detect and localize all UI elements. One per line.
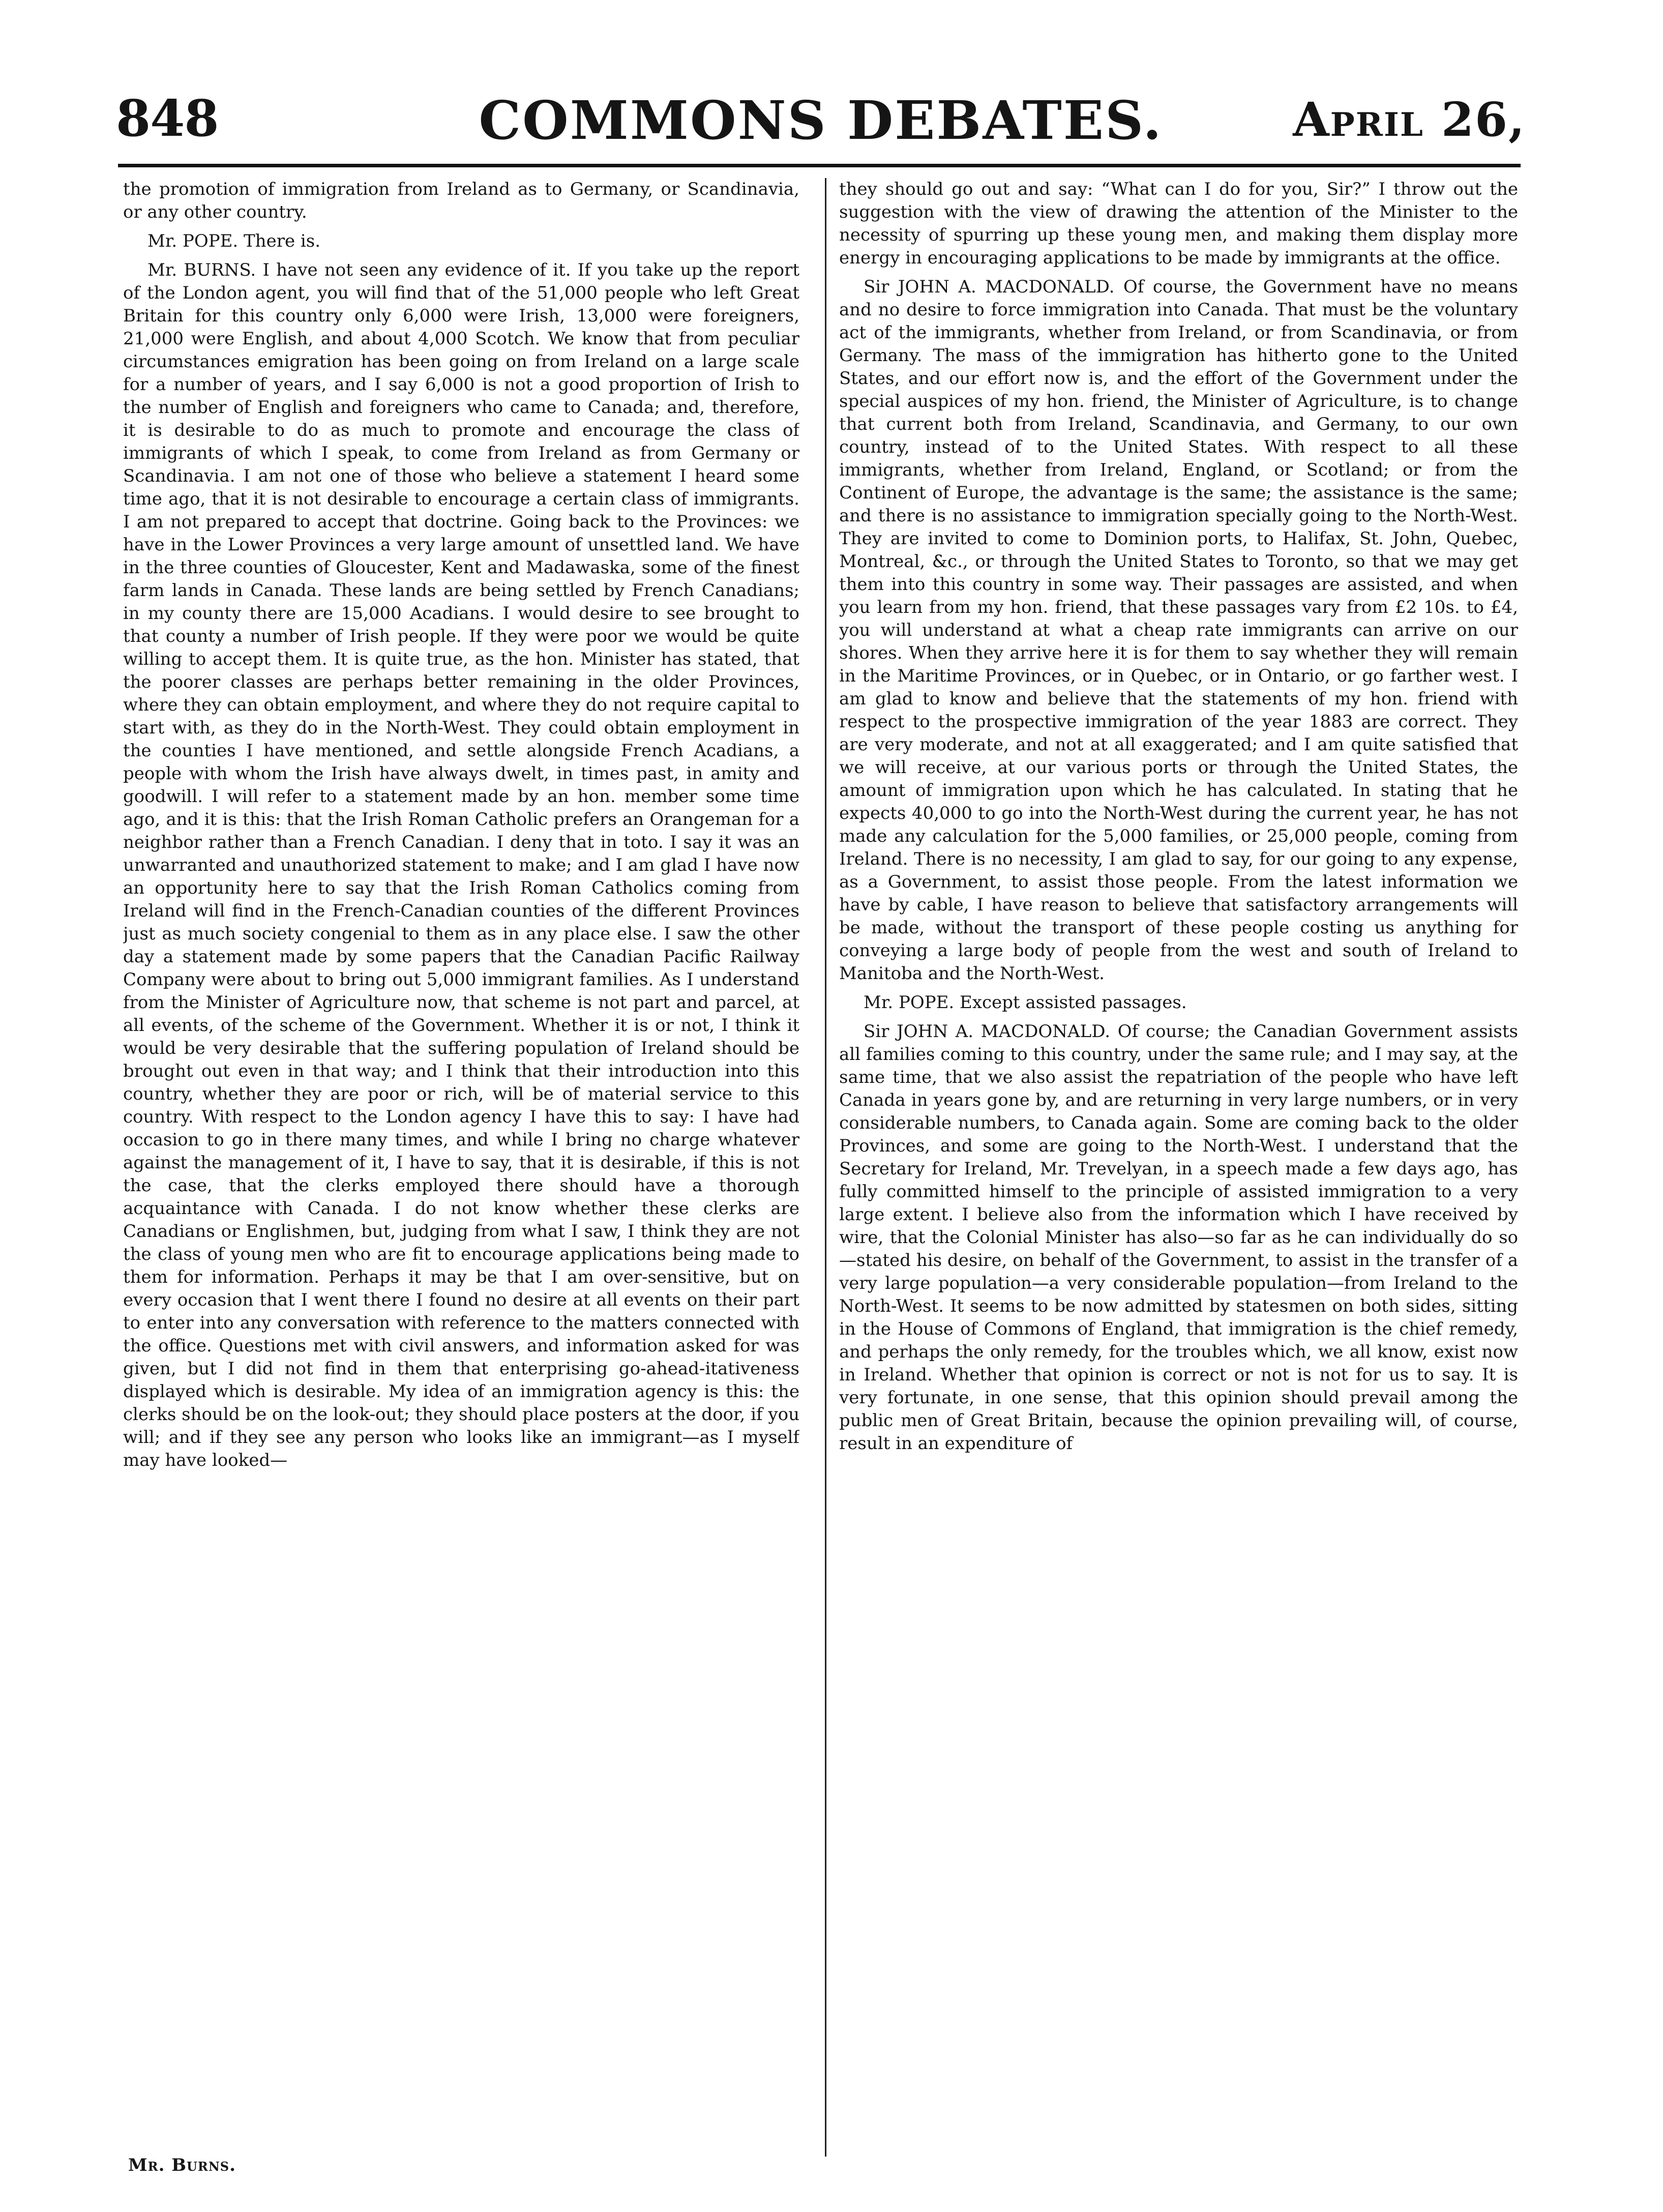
right-paragraph-pope: Mr. POPE. Except assisted passages. xyxy=(864,992,1187,1013)
page-header xyxy=(116,89,1526,170)
column-divider xyxy=(825,178,826,2157)
header-rule xyxy=(118,164,1521,167)
right-paragraph-continuation: they should go out and say: “What can I do for you, Sir?” I throw out the suggestion with the view of drawing the attention of the Minister to the necessity of spurring up these young men, and making them display more energy in encouraging applications to be made by immigrants at the office. xyxy=(839,179,1518,268)
left-paragraph-pope: Mr. POPE. There is. xyxy=(147,231,321,251)
right-paragraph-macdonald-1: Sir JOHN A. MACDONALD. Of course, the Government have no means and no desire to force immigration into Canada. That must be the voluntary act of the immigrants, whether from Ireland, or from Scandinavia, or from Germany. The mass of the immigration has hitherto gone to the United States, and our effort now is, and the effort of the Government under the special auspices of my hon. friend, the Minister of Agriculture, is to change that current both from Ireland, Scandinavia, and Germany, to our own country, instead of to the United States. With respect to all these immigrants, whether from Ireland, England, or Scotland; or from the Continent of Europe, the advantage is the same; the assistance is the same; and there is no assistance to immigration specially going to the North-West. They are invited to come to Dominion ports, to Halifax, St. John, Quebec, Montreal, &c., or through the United States to Toronto, so that we may get them into this country in some way. Their passages are assisted, and when you learn from my hon. friend, that these passages vary from £2 10s. to £4, you will understand at what a cheap rate immigrants can arrive on our shores. When they arrive here it is for them to say whether they will remain in the Maritime Provinces, or in Quebec, or in Ontario, or go farther west. I am glad to know and believe that the statements of my hon. friend with respect to the prospective immigration of the year 1883 are correct. They are very moderate, and not at all exaggerated; and I am quite satisfied that we will receive, at our various ports or through the United States, the amount of immigration upon which he has calculated. In stating that he expects 40,000 to go into the North-West during the current year, he has not made any calculation for the 5,000 families, or 25,000 people, coming from Ireland. There is no necessity, I am glad to say, for our going to any expense, as a Government, to assist those people. From the latest information we have by cable, I have reason to believe that satisfactory arrangements will be made, without the transport of these people costing us anything for conveying a large body of people from the west and south of Ireland to Manitoba and the North-West. xyxy=(839,277,1518,984)
left-paragraph-continuation: the promotion of immigration from Ireland as to Germany, or Scandinavia, or any other country. xyxy=(123,179,799,222)
page-number: 848 xyxy=(116,90,219,148)
footer-signature: Mr. Burns. xyxy=(128,2155,236,2175)
right-paragraph-macdonald-2: Sir JOHN A. MACDONALD. Of course; the Canadian Government assists all families coming to this country, under the same rule; and I may say, at the same time, that we also assist the repatriation of the people who have left Canada in years gone by, and are returning in very large numbers, or in very considerable numbers, to Canada again. Some are coming back to the older Provinces, and some are going to the North-West. I understand that the Secretary for Ireland, Mr. Trevelyan, in a speech made a few days ago, has fully committed himself to the principle of assisted immigration to a very large extent. I believe also from the information which I have received by wire, that the Colonial Minister has also—so far as he can individually do so—stated his desire, on behalf of the Government, to assist in the transfer of a very large population—a very considerable population—from Ireland to the North-West. It seems to be now admitted by statesmen on both sides, sitting in the House of Commons of England, that immigration is the chief remedy, and perhaps the only remedy, for the troubles which, we all know, exist now in Ireland. Whether that opinion is correct or not is not for us to say. It is very fortunate, in one sense, that this opinion should prevail among the public men of Great Britain, because the opinion prevailing will, of course, result in an expenditure of xyxy=(839,1021,1518,1454)
page-date: April 26, xyxy=(1293,92,1526,147)
journal-title: COMMONS DEBATES. xyxy=(479,89,1163,152)
right-column xyxy=(839,178,1518,2162)
left-column xyxy=(123,178,799,2162)
left-paragraph-burns: Mr. BURNS. I have not seen any evidence of it. If you take up the report of the London agent, you will find that of the 51,000 people who left Great Britain for this country only 6,000 were Irish, 13,000 were foreigners, 21,000 were English, and about 4,000 Scotch. We know that from peculiar circumstances emigration has been going on from Ireland on a large scale for a number of years, and I say 6,000 is not a good proportion of Irish to the number of English and foreigners who came to Canada; and, therefore, it is desirable to do as much to promote and encourage the class of immigrants of which I speak, to come from Ireland as from Germany or Scandinavia. I am not one of those who believe a statement I heard some time ago, that it is not desirable to encourage a certain class of immigrants. I am not prepared to accept that doctrine. Going back to the Provinces: we have in the Lower Provinces a very large amount of unsettled land. We have in the three counties of Gloucester, Kent and Madawaska, some of the finest farm lands in Canada. These lands are being settled by French Canadians; in my county there are 15,000 Acadians. I would desire to see brought to that county a number of Irish people. If they were poor we would be quite willing to accept them. It is quite true, as the hon. Minister has stated, that the poorer classes are perhaps better remaining in the older Provinces, where they can obtain employment, and where they do not require capital to start with, as they do in the North-West. They could obtain employment in the counties I have mentioned, and settle alongside French Acadians, a people with whom the Irish have always dwelt, in times past, in amity and goodwill. I will refer to a statement made by an hon. member some time ago, and it is this: that the Irish Roman Catholic prefers an Orangeman for a neighbor rather than a French Canadian. I deny that in toto. I say it was an unwarranted and unauthorized statement to make; and I am glad I have now an opportunity here to say that the Irish Roman Catholics coming from Ireland will find in the French-Canadian counties of the different Provinces just as much society congenial to them as in any place else. I saw the other day a statement made by some papers that the Canadian Pacific Railway Company were about to bring out 5,000 immigrant families. As I understand from the Minister of Agriculture now, that scheme is not part and parcel, at all events, of the scheme of the Government. Whether it is or not, I think it would be very desirable that the suffering population of Ireland should be brought out even in that way; and I think that their introduction into this country, whether they are poor or rich, will be of material service to this country. With respect to the London agency I have this to say: I have had occasion to go in there many times, and while I bring no charge whatever against the management of it, I have to say, that it is desirable, if this is not the case, that the clerks employed there should have a thorough acquaintance with Canada. I do not know whether these clerks are Canadians or Englishmen, but, judging from what I saw, I think they are not the class of young men who are fit to encourage applications being made to them for information. Perhaps it may be that I am over-sensitive, but on every occasion that I went there I found no desire at all events on their part to enter into any conversation with reference to the matters connected with the office. Questions met with civil answers, and information asked for was given, but I did not find in them that enterprising go-ahead-itativeness displayed which is desirable. My idea of an immigration agency is this: the clerks should be on the look-out; they should place posters at the door, if you will; and if they see any person who looks like an immigrant—as I myself may have looked— xyxy=(123,260,799,1470)
